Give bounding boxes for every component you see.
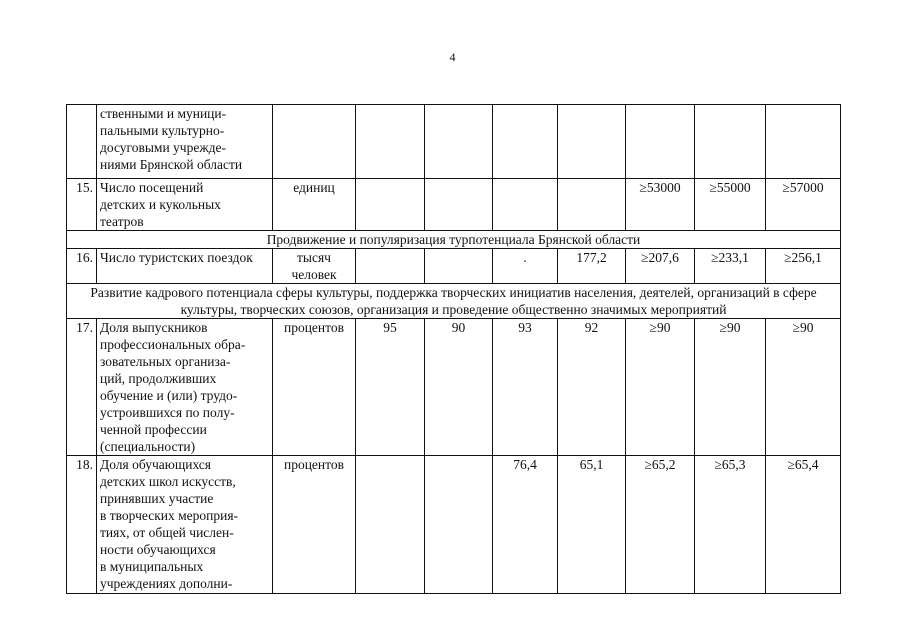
value-cell: 93 [493, 319, 558, 456]
section-row [67, 284, 841, 319]
value-cell: 177,2 [558, 249, 626, 284]
indicator-name: Число посещений детских и кукольных театров [97, 179, 273, 231]
unit-cell: тысяч человек [273, 249, 356, 284]
value-cell [558, 179, 626, 231]
value-cell [626, 105, 695, 179]
value-cell [425, 456, 493, 594]
section-heading: Развитие кадрового потенциала сферы культуры, поддержка творческих инициатив населения, деятелей, организаций в сфере культуры, творческих союзов, организация и проведение общественно значимых мероприятий [67, 284, 841, 319]
value-cell [493, 105, 558, 179]
value-cell [425, 105, 493, 179]
value-cell: 95 [356, 319, 425, 456]
value-cell [425, 179, 493, 231]
table-row [67, 319, 841, 456]
value-cell: ≥65,2 [626, 456, 695, 594]
section-row [67, 231, 841, 249]
value-cell [695, 105, 766, 179]
unit-cell [273, 105, 356, 179]
value-cell: ≥57000 [766, 179, 841, 231]
indicator-name: Число туристских поездок [97, 249, 273, 284]
value-cell: ≥65,3 [695, 456, 766, 594]
unit-cell: процентов [273, 319, 356, 456]
value-cell: ≥90 [766, 319, 841, 456]
value-cell: ≥65,4 [766, 456, 841, 594]
value-cell: ≥53000 [626, 179, 695, 231]
value-cell [356, 456, 425, 594]
row-number: 16. [67, 249, 97, 284]
value-cell: 92 [558, 319, 626, 456]
value-cell [425, 249, 493, 284]
value-cell: ≥207,6 [626, 249, 695, 284]
indicator-name: Доля обучающихся детских школ искусств, принявших участие в творческих мероприя- тиях, от общей числен- ности обучающихся в муниципальных учреждениях дополни- [97, 456, 273, 594]
indicators-table [66, 104, 841, 594]
value-cell [356, 249, 425, 284]
indicator-name: ственными и муници- пальными культурно- досуговыми учрежде- ниями Брянской области [97, 105, 273, 179]
row-number [67, 105, 97, 179]
value-cell: 76,4 [493, 456, 558, 594]
section-heading: Продвижение и популяризация турпотенциала Брянской области [67, 231, 841, 249]
unit-cell: единиц [273, 179, 356, 231]
indicator-name: Доля выпускников профессиональных обра- зовательных организа- ций, продолживших обучение и (или) трудо- устроившихся по полу- ченной профессии (специальности) [97, 319, 273, 456]
value-cell [558, 105, 626, 179]
table-row [67, 249, 841, 284]
page-number: 4 [449, 50, 456, 64]
value-cell: ≥256,1 [766, 249, 841, 284]
value-cell: . [493, 249, 558, 284]
value-cell: 65,1 [558, 456, 626, 594]
value-cell: ≥55000 [695, 179, 766, 231]
table-row [67, 179, 841, 231]
table-row [67, 456, 841, 594]
table-body [67, 105, 841, 594]
value-cell [493, 179, 558, 231]
value-cell: ≥90 [626, 319, 695, 456]
value-cell [356, 179, 425, 231]
row-number: 18. [67, 456, 97, 594]
value-cell [356, 105, 425, 179]
value-cell: ≥233,1 [695, 249, 766, 284]
row-number: 17. [67, 319, 97, 456]
value-cell [766, 105, 841, 179]
row-number: 15. [67, 179, 97, 231]
value-cell: 90 [425, 319, 493, 456]
value-cell: ≥90 [695, 319, 766, 456]
table-row [67, 105, 841, 179]
unit-cell: процентов [273, 456, 356, 594]
